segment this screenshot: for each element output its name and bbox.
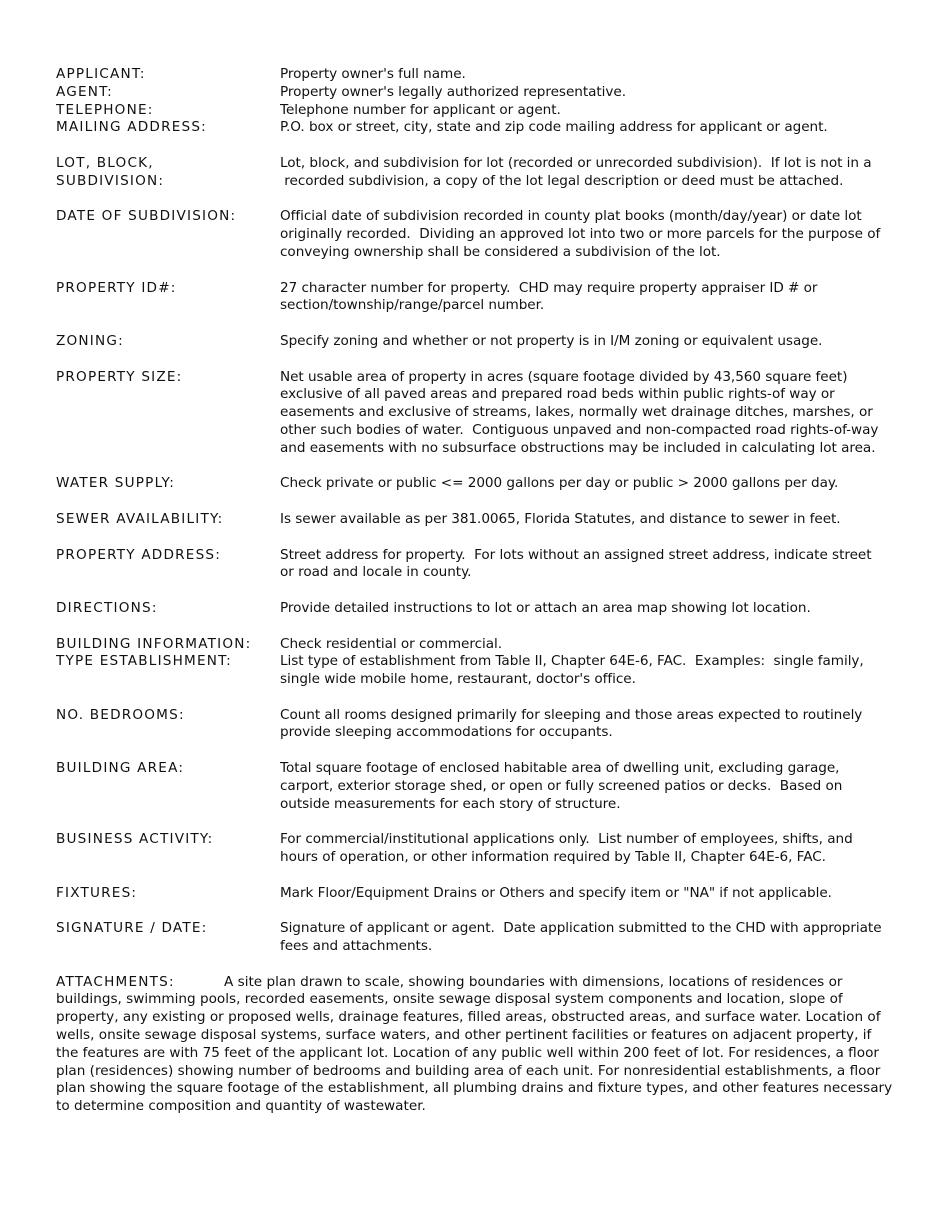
definition-description-line: originally recorded. Dividing an approved lot into two or more parcels for the purpose of — [280, 226, 881, 243]
definition-description-line: provide sleeping accommodations for occupants. — [280, 724, 613, 741]
definition-description — [280, 369, 892, 458]
attachments-line: the features are with 75 feet of the applicant lot. Location of any public well within 200 feet of lot. For residences, a floor — [56, 1044, 879, 1061]
definitions-list — [56, 66, 892, 956]
definition-term: SIGNATURE / DATE: — [56, 920, 208, 937]
definition-description-line: and easements with no subsurface obstructions may be included in calculating lot area. — [280, 439, 876, 456]
definition-description-line: For commercial/institutional applications only. List number of employees, shifts, and — [280, 831, 853, 848]
definition-description-line: Official date of subdivision recorded in county plat books (month/day/year) or date lot — [280, 208, 862, 225]
definition-description-line: hours of operation, or other information required by Table II, Chapter 64E-6, FAC. — [280, 849, 826, 866]
definition-row — [56, 475, 892, 493]
definition-description-line: Net usable area of property in acres (square footage divided by 43,560 square feet) — [280, 368, 848, 385]
definition-description-line: section/township/range/parcel number. — [280, 297, 545, 314]
definition-description — [280, 831, 892, 867]
definition-description: Telephone number for applicant or agent. — [280, 101, 561, 118]
definition-description — [280, 653, 892, 689]
definition-description: Property owner's legally authorized representative. — [280, 83, 626, 100]
definition-row — [56, 831, 892, 867]
definition-description-line: carport, exterior storage shed, or open or fully screened patios or decks. Based on — [280, 777, 843, 794]
definition-description — [280, 547, 892, 583]
definition-term: SEWER AVAILABILITY: — [56, 510, 224, 527]
attachments-line: plan (residences) showing number of bedrooms and building area of each unit. For nonresidential establishments, a floor — [56, 1062, 881, 1079]
definition-description-line: easements and exclusive of streams, lakes, normally wet drainage ditches, marshes, or — [280, 404, 873, 421]
definition-term: FIXTURES: — [56, 884, 138, 901]
definition-description-line: or road and locale in county. — [280, 564, 472, 581]
definition-term: DIRECTIONS: — [56, 599, 158, 616]
definition-term: WATER SUPPLY: — [56, 475, 176, 492]
definition-row — [56, 280, 892, 316]
definition-term: PROPERTY ADDRESS: — [56, 546, 222, 563]
definition-row — [56, 511, 892, 529]
definition-row — [56, 760, 892, 813]
definition-description: Check residential or commercial. — [280, 635, 503, 652]
definition-description: Provide detailed instructions to lot or attach an area map showing lot location. — [280, 599, 811, 616]
definition-description: P.O. box or street, city, state and zip code mailing address for applicant or agent. — [280, 119, 828, 136]
definition-description-line: other such bodies of water. Contiguous unpaved and non-compacted road rights-of-way — [280, 421, 879, 438]
definition-description-line: outside measurements for each story of structure. — [280, 795, 621, 812]
definition-term-line: SUBDIVISION: — [56, 172, 165, 189]
definition-term — [56, 155, 280, 191]
definition-description: Is sewer available as per 381.0065, Florida Statutes, and distance to sewer in feet. — [280, 510, 841, 527]
definition-description-line: single wide mobile home, restaurant, doctor's office. — [280, 671, 636, 688]
definition-row — [56, 920, 892, 956]
definition-row — [56, 600, 892, 618]
definition-description-line: Count all rooms designed primarily for sleeping and those areas expected to routinely — [280, 706, 863, 723]
definition-description-line: Lot, block, and subdivision for lot (recorded or unrecorded subdivision). If lot is not in a — [280, 154, 872, 171]
definition-description — [280, 208, 892, 261]
attachments-line: buildings, swimming pools, recorded easements, onsite sewage disposal system components and location, slope of — [56, 991, 843, 1008]
definition-description — [280, 280, 892, 316]
attachments-line: plan showing the square footage of the establishment, all plumbing drains and fixture types, and other features necessary — [56, 1080, 893, 1097]
definition-term: ZONING: — [56, 332, 124, 349]
definition-description — [280, 920, 892, 956]
attachments-first-line — [56, 974, 892, 992]
definition-row — [56, 66, 892, 84]
definition-description-line: Total square footage of enclosed habitable area of dwelling unit, excluding garage, — [280, 760, 840, 777]
definition-term: BUSINESS ACTIVITY: — [56, 831, 214, 848]
definition-term: DATE OF SUBDIVISION: — [56, 208, 237, 225]
definition-term-line: LOT, BLOCK, — [56, 154, 154, 171]
definition-term: BUILDING AREA: — [56, 760, 185, 777]
definition-description-line: conveying ownership shall be considered a subdivision of the lot. — [280, 243, 721, 260]
definition-row — [56, 333, 892, 351]
definition-term: APPLICANT: — [56, 66, 146, 82]
definition-row — [56, 84, 892, 102]
definition-row — [56, 119, 892, 137]
definition-description-line: List type of establishment from Table II, Chapter 64E-6, FAC. Examples: single family, — [280, 653, 864, 670]
definition-term: MAILING ADDRESS: — [56, 119, 207, 136]
definition-row — [56, 155, 892, 191]
definition-description — [280, 707, 892, 743]
definition-description-line: recorded subdivision, a copy of the lot legal description or deed must be attached. — [280, 172, 844, 189]
definition-row — [56, 636, 892, 654]
attachments-line: to determine composition and quantity of wastewater. — [56, 1098, 426, 1115]
instructions-page — [56, 66, 892, 1116]
definition-row — [56, 208, 892, 261]
definition-description-line: Street address for property. For lots without an assigned street address, indicate street — [280, 546, 872, 563]
definition-row — [56, 547, 892, 583]
definition-term: NO. BEDROOMS: — [56, 706, 185, 723]
attachments-line: wells, onsite sewage disposal systems, surface waters, and other pertinent facilities or features on adjacent property, if — [56, 1027, 872, 1044]
definition-term: BUILDING INFORMATION: — [56, 635, 252, 652]
definition-term: TYPE ESTABLISHMENT: — [56, 653, 232, 670]
definition-term: AGENT: — [56, 83, 113, 100]
definition-term: PROPERTY ID#: — [56, 279, 177, 296]
attachments-line: property, any existing or proposed wells, drainage features, filled areas, obstructed areas, and surface water. Location of — [56, 1009, 881, 1026]
definition-row — [56, 369, 892, 458]
definition-row — [56, 653, 892, 689]
definition-description-line: exclusive of all paved areas and prepared road beds within public rights-of way or — [280, 386, 835, 403]
attachments-section — [56, 974, 892, 1116]
definition-term: TELEPHONE: — [56, 101, 154, 118]
definition-row — [56, 102, 892, 120]
definition-description-line: 27 character number for property. CHD may require property appraiser ID # or — [280, 279, 818, 296]
definition-row — [56, 885, 892, 903]
definition-description: Check private or public <= 2000 gallons per day or public > 2000 gallons per day. — [280, 475, 839, 492]
definition-description: Specify zoning and whether or not property is in I/M zoning or equivalent usage. — [280, 332, 823, 349]
definition-description-line: fees and attachments. — [280, 938, 433, 955]
definition-row — [56, 707, 892, 743]
definition-description: Property owner's full name. — [280, 66, 466, 82]
definition-description — [280, 760, 892, 813]
definition-description: Mark Floor/Equipment Drains or Others and specify item or "NA" if not applicable. — [280, 884, 832, 901]
definition-description-line: Signature of applicant or agent. Date application submitted to the CHD with appropriate — [280, 920, 882, 937]
attachments-term: ATTACHMENTS: — [56, 973, 175, 990]
attachments-line: A site plan drawn to scale, showing boundaries with dimensions, locations of residences or — [224, 973, 843, 990]
definition-term: PROPERTY SIZE: — [56, 368, 183, 385]
definition-description — [280, 155, 892, 191]
